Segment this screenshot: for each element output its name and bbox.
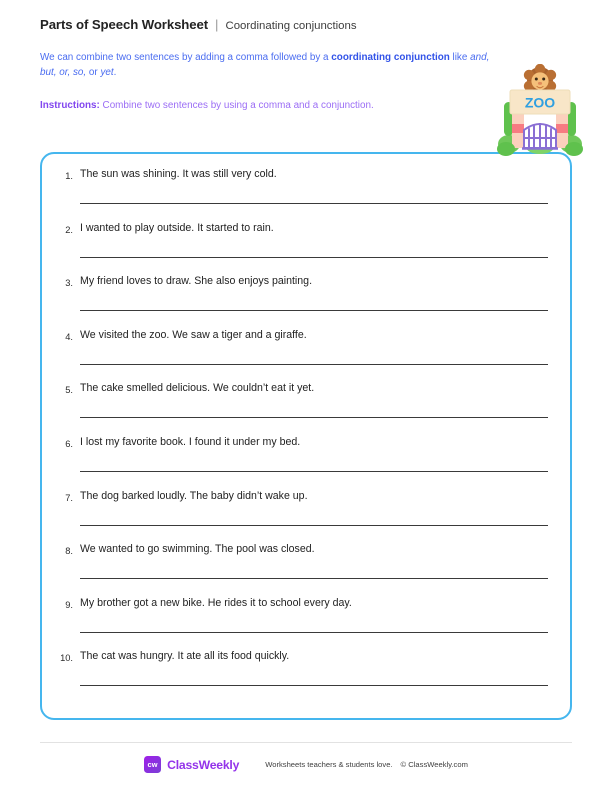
intro-text-part2: like [449, 52, 471, 63]
question-text: I wanted to play outside. It started to rain. [80, 221, 274, 234]
conjunction-but: but, [40, 67, 57, 79]
answer-line[interactable] [80, 203, 548, 204]
answer-line[interactable] [80, 257, 548, 258]
question-number: 8. [65, 546, 73, 557]
question-item [56, 436, 548, 490]
title-separator: | [215, 17, 219, 32]
zoo-sign-text: ZOO [524, 94, 556, 111]
conjunction-yet: yet [100, 67, 114, 79]
question-number: 10. [60, 653, 73, 664]
question-body [80, 275, 548, 329]
question-text: My friend loves to draw. She also enjoys painting. [80, 275, 313, 288]
conjunction-and: and, [470, 52, 490, 63]
brand-name: ClassWeekly [167, 757, 240, 772]
intro-text-part1: We can combine two sentences by adding a comma followed by a [40, 52, 332, 63]
question-body [80, 490, 548, 544]
intro-paragraph [40, 50, 500, 81]
question-item [56, 329, 548, 383]
conjunction-or: or, [59, 67, 71, 79]
answer-line[interactable] [80, 364, 548, 365]
questions-card [40, 152, 572, 720]
page-title-main: Parts of Speech Worksheet [40, 17, 209, 32]
question-body [80, 329, 548, 383]
answer-line[interactable] [80, 685, 548, 686]
questions-list [56, 168, 548, 704]
answer-line[interactable] [80, 471, 548, 472]
question-text: I lost my favorite book. I found it under my bed. [80, 435, 301, 448]
gate-bars [522, 123, 558, 149]
answer-line[interactable] [80, 310, 548, 311]
footer-text-group [265, 760, 468, 769]
footer-divider [40, 742, 572, 743]
question-body [80, 436, 548, 490]
question-text: The cat was hungry. It ate all its food quickly. [80, 650, 290, 663]
question-text: The cake smelled delicious. We couldn’t eat it yet. [80, 382, 315, 395]
answer-line[interactable] [80, 578, 548, 579]
intro-text-mid: or [86, 67, 101, 79]
question-item [56, 275, 548, 329]
question-item [56, 597, 548, 651]
question-number: 3. [65, 278, 73, 289]
question-text: The dog barked loudly. The baby didn’t wake up. [80, 489, 308, 502]
question-number: 6. [65, 438, 73, 449]
zoo-entrance-icon [496, 64, 584, 156]
zoo-sign [510, 90, 570, 114]
classweekly-badge-icon: cw [144, 756, 161, 773]
question-text: The sun was shining. It was still very cold. [80, 168, 277, 180]
question-item [56, 382, 548, 436]
question-body [80, 382, 548, 436]
question-body [80, 597, 548, 651]
question-item [56, 490, 548, 544]
question-number: 5. [65, 385, 73, 396]
question-body [80, 222, 548, 276]
question-item [56, 168, 548, 222]
conjunction-so: so, [72, 67, 87, 79]
page-header [40, 0, 572, 32]
question-item [56, 222, 548, 276]
footer-copyright: © ClassWeekly.com [400, 760, 468, 769]
page-title-subtitle: Coordinating conjunctions [225, 20, 357, 32]
intro-text-end: . [113, 67, 117, 79]
question-number: 2. [65, 224, 73, 235]
question-number: 1. [65, 171, 73, 181]
question-body [80, 650, 548, 704]
question-body [80, 168, 548, 222]
question-item [56, 543, 548, 597]
question-text: My brother got a new bike. He rides it to school every day. [80, 596, 352, 609]
brand-logo[interactable] [144, 756, 239, 773]
answer-line[interactable] [80, 417, 548, 418]
question-number: 9. [65, 599, 73, 610]
zoo-entrance-svg [496, 64, 584, 156]
instructions-text: Combine two sentences by using a comma and a conjunction. [99, 99, 374, 111]
answer-line[interactable] [80, 632, 548, 633]
question-number: 7. [65, 492, 73, 503]
question-body [80, 543, 548, 597]
lion-head-icon [524, 64, 556, 93]
question-text: We visited the zoo. We saw a tiger and a giraffe. [80, 328, 307, 341]
instructions-label: Instructions: [40, 99, 100, 111]
answer-line[interactable] [80, 525, 548, 526]
question-item [56, 650, 548, 704]
page-title [40, 17, 572, 32]
intro-bold-term: coordinating conjunction [331, 52, 450, 63]
footer-tagline: Worksheets teachers & students love. [265, 760, 393, 769]
instructions-paragraph [40, 98, 440, 114]
page-footer [0, 756, 612, 773]
question-text: We wanted to go swimming. The pool was closed. [80, 543, 315, 556]
question-number: 4. [65, 331, 73, 342]
